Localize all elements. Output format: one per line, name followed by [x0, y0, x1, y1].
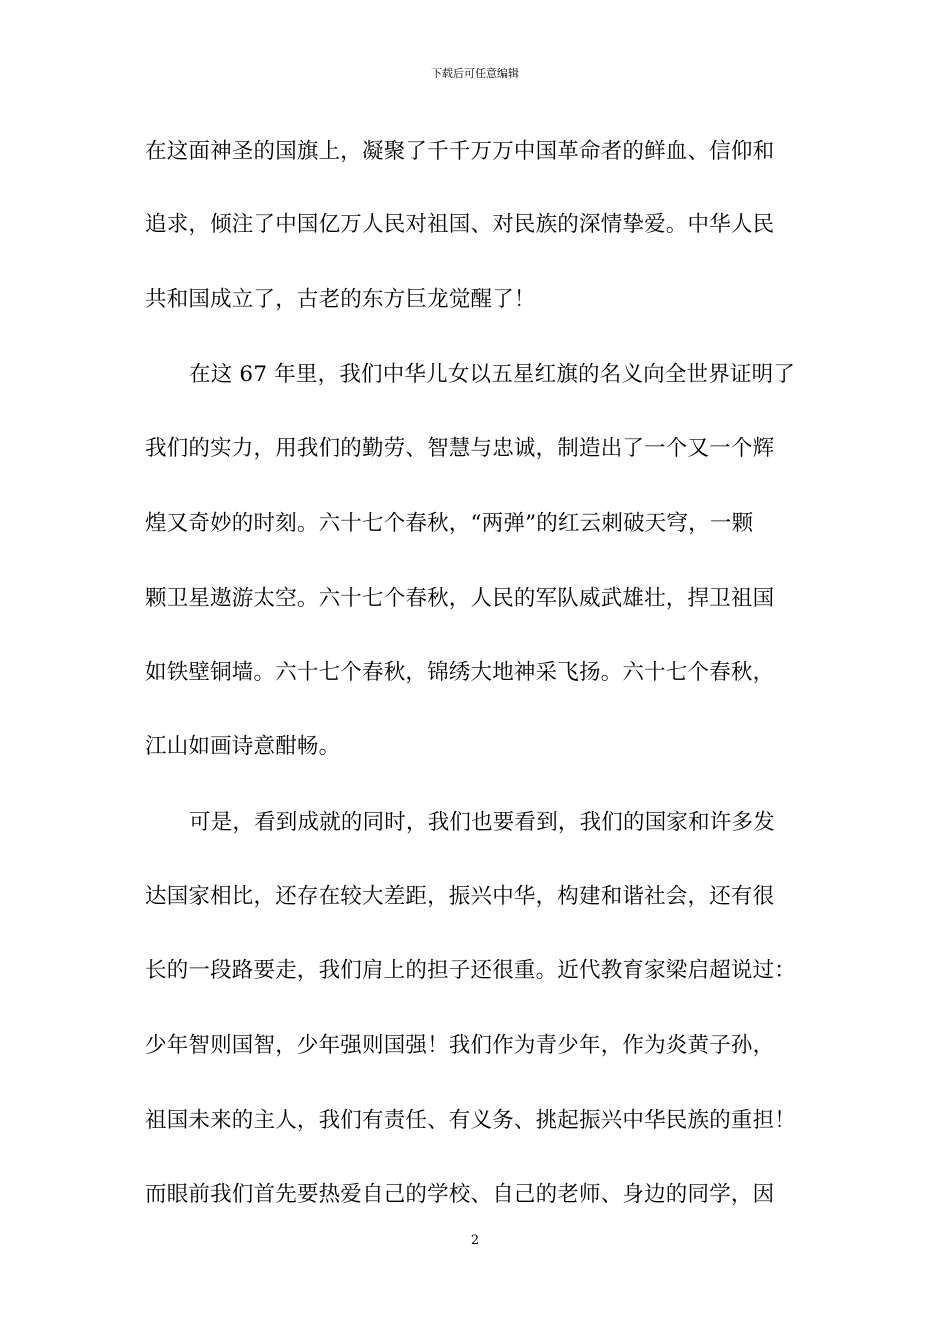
text-line: 颗卫星遨游太空。六十七个春秋，人民的军队威武雄壮，捍卫祖国	[145, 586, 775, 611]
page-number: 2	[470, 1233, 480, 1248]
text-line: 共和国成立了，古老的东方巨龙觉醒了！	[145, 287, 536, 312]
page-header: 下载后可任意编辑	[431, 67, 519, 80]
text-line: 在这面神圣的国旗上，凝聚了千千万万中国革命者的鲜血、信仰和	[145, 139, 775, 164]
text-line: 如铁壁铜墙。六十七个春秋，锦绣大地神采飞扬。六十七个春秋，	[145, 660, 775, 685]
text-line: 长的一段路要走，我们肩上的担子还很重。近代教育家梁启超说过：	[145, 958, 797, 983]
text-line: 江山如画诗意酣畅。	[145, 734, 341, 759]
text-line: 追求，倾注了中国亿万人民对祖国、对民族的深情挚爱。中华人民	[145, 212, 775, 237]
text-line: 而眼前我们首先要热爱自己的学校、自己的老师、身边的同学，因	[145, 1182, 775, 1207]
paragraph-first-line: 在这 67 年里，我们中华儿女以五星红旗的名义向全世界证明了	[189, 362, 796, 387]
paragraph-first-line: 可是，看到成就的同时，我们也要看到，我们的国家和许多发	[189, 810, 775, 835]
text-line: 祖国未来的主人，我们有责任、有义务、挑起振兴中华民族的重担！	[145, 1108, 797, 1133]
text-line: 达国家相比，还存在较大差距，振兴中华，构建和谐社会，还有很	[145, 884, 775, 909]
text-line: 少年智则国智，少年强则国强！我们作为青少年，作为炎黄子孙，	[145, 1033, 775, 1058]
text-line: 我们的实力，用我们的勤劳、智慧与忠诚，制造出了一个又一个辉	[145, 436, 775, 461]
text-line: 煌又奇妙的时刻。六十七个春秋，“两弹”的红云刺破天穹，一颗	[145, 511, 754, 536]
